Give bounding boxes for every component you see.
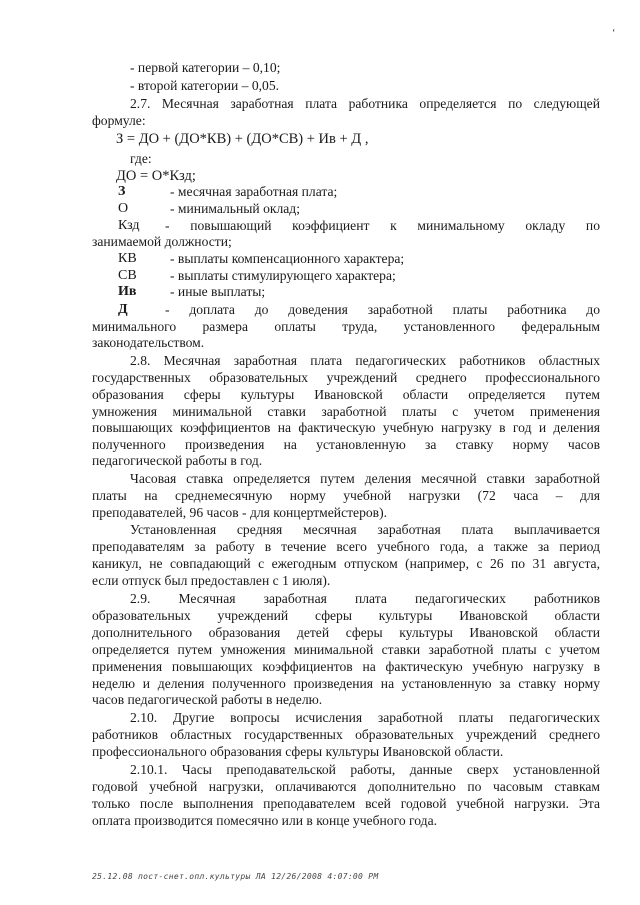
- category-first: - первой категории – 0,10;: [130, 60, 281, 75]
- p28-line: полученного произведения на установленную за ставку норму часов: [92, 437, 600, 452]
- hour-rate-line: преподавателей, 96 часов - для концертмейстеров).: [92, 505, 388, 520]
- avg-salary-line: каникул, не совпадающий с ежегодным отпуском (например, с 26 по 31 августа,: [92, 556, 600, 571]
- def-code-d: Д: [118, 302, 128, 317]
- formula-where: где:: [130, 151, 152, 166]
- p2101-line: годовой учебной нагрузки, оплачиваются дополнительно по часовым ставкам: [92, 779, 600, 794]
- def-code-z: З: [118, 184, 126, 199]
- p29-line: часов педагогической работы в неделю.: [92, 692, 323, 707]
- def-text-iv: - иные выплаты;: [170, 284, 266, 299]
- def-code-sv: СВ: [118, 268, 137, 283]
- p28-line: повышающих коэффициентов на фактическую учебную нагрузку в год и деления: [92, 420, 600, 435]
- avg-salary-line: Установленная средняя месячная заработная плата выплачивается: [130, 522, 600, 537]
- def-code-o: О: [118, 201, 129, 216]
- p27-line2: формуле:: [92, 113, 146, 128]
- p28-line: образования сферы культуры Ивановской области определяется путем: [92, 387, 600, 402]
- p2101-line: оплата производится помесячно или в конце учебного года.: [92, 813, 438, 828]
- def-text-sv: - выплаты стимулирующего характера;: [170, 268, 396, 283]
- def-text-o: - минимальный оклад;: [170, 201, 300, 216]
- p29-line: образовательных учреждений сферы культуры Ивановской области: [92, 608, 600, 623]
- p2101-line: 2.10.1. Часы преподавательской работы, данные сверх установленной: [130, 762, 600, 777]
- document-footer: 25.12.08 пост-снет.опл.культуры ЛА 12/26/2008 4:07:00 PM: [92, 872, 379, 881]
- p29-line: 2.9. Месячная заработная плата педагогических работников: [130, 591, 600, 606]
- hour-rate-line: платы на среднемесячную норму учебной нагрузки (72 часа – для: [92, 488, 600, 503]
- p2101-line: только после выполнения преподавателем всей годовой учебной нагрузки. Эта: [92, 796, 600, 811]
- def-d-cont1: минимального размера оплаты труда, установленного федеральным: [92, 319, 600, 334]
- p29-line: неделю и деления полученного произведения на установленную за ставку норму: [92, 676, 600, 691]
- formula-do: ДО = О*Кзд;: [116, 168, 196, 184]
- category-second: - второй категории – 0,05.: [130, 78, 280, 93]
- hour-rate-line: Часовая ставка определяется путем деления месячной ставки заработной: [130, 471, 600, 486]
- def-code-kv: КВ: [118, 251, 137, 266]
- p210-line: работников областных государственных образовательных учреждений среднего: [92, 727, 600, 742]
- def-text-z: - месячная заработная плата;: [170, 184, 338, 199]
- p210-line: 2.10. Другие вопросы исчисления заработной платы педагогических: [130, 710, 600, 725]
- formula-main: З = ДО + (ДО*КВ) + (ДО*СВ) + Ив + Д ,: [116, 131, 369, 147]
- p210-line: профессионального образования сферы культуры Ивановской области.: [92, 744, 504, 759]
- def-d-cont2: законодательством.: [92, 335, 205, 350]
- def-text-kzd: - повышающий коэффициент к минимальному окладу по: [165, 218, 600, 233]
- avg-salary-line: преподавателям за работу в течение всего учебного года, а также за период: [92, 539, 600, 554]
- def-code-iv: Ив: [118, 284, 137, 299]
- p28-line: умножения минимальной ставки заработной платы с учетом применения: [92, 404, 600, 419]
- p29-line: определяется путем умножения минимальной ставки заработной платы с учетом: [92, 642, 600, 657]
- def-kzd-cont: занимаемой должности;: [92, 234, 232, 249]
- p28-line: государственных образовательных учреждений среднего профессионального: [92, 370, 600, 385]
- corner-mark: ‘: [612, 28, 616, 39]
- def-text-d: - доплата до доведения заработной платы работника до: [165, 302, 600, 317]
- p28-line: педагогической работы в год.: [92, 453, 263, 468]
- p28-line: 2.8. Месячная заработная плата педагогических работников областных: [130, 353, 600, 368]
- p29-line: применения повышающих коэффициентов на фактическую учебную нагрузку в: [92, 659, 600, 674]
- def-code-kzd: Кзд: [118, 218, 140, 233]
- avg-salary-line: если отпуск был предоставлен с 1 июля).: [92, 573, 331, 588]
- def-text-kv: - выплаты компенсационного характера;: [170, 251, 405, 266]
- p27-line1: 2.7. Месячная заработная плата работника определяется по следующей: [130, 96, 600, 111]
- p29-line: дополнительного образования детей сферы культуры Ивановской области: [92, 625, 600, 640]
